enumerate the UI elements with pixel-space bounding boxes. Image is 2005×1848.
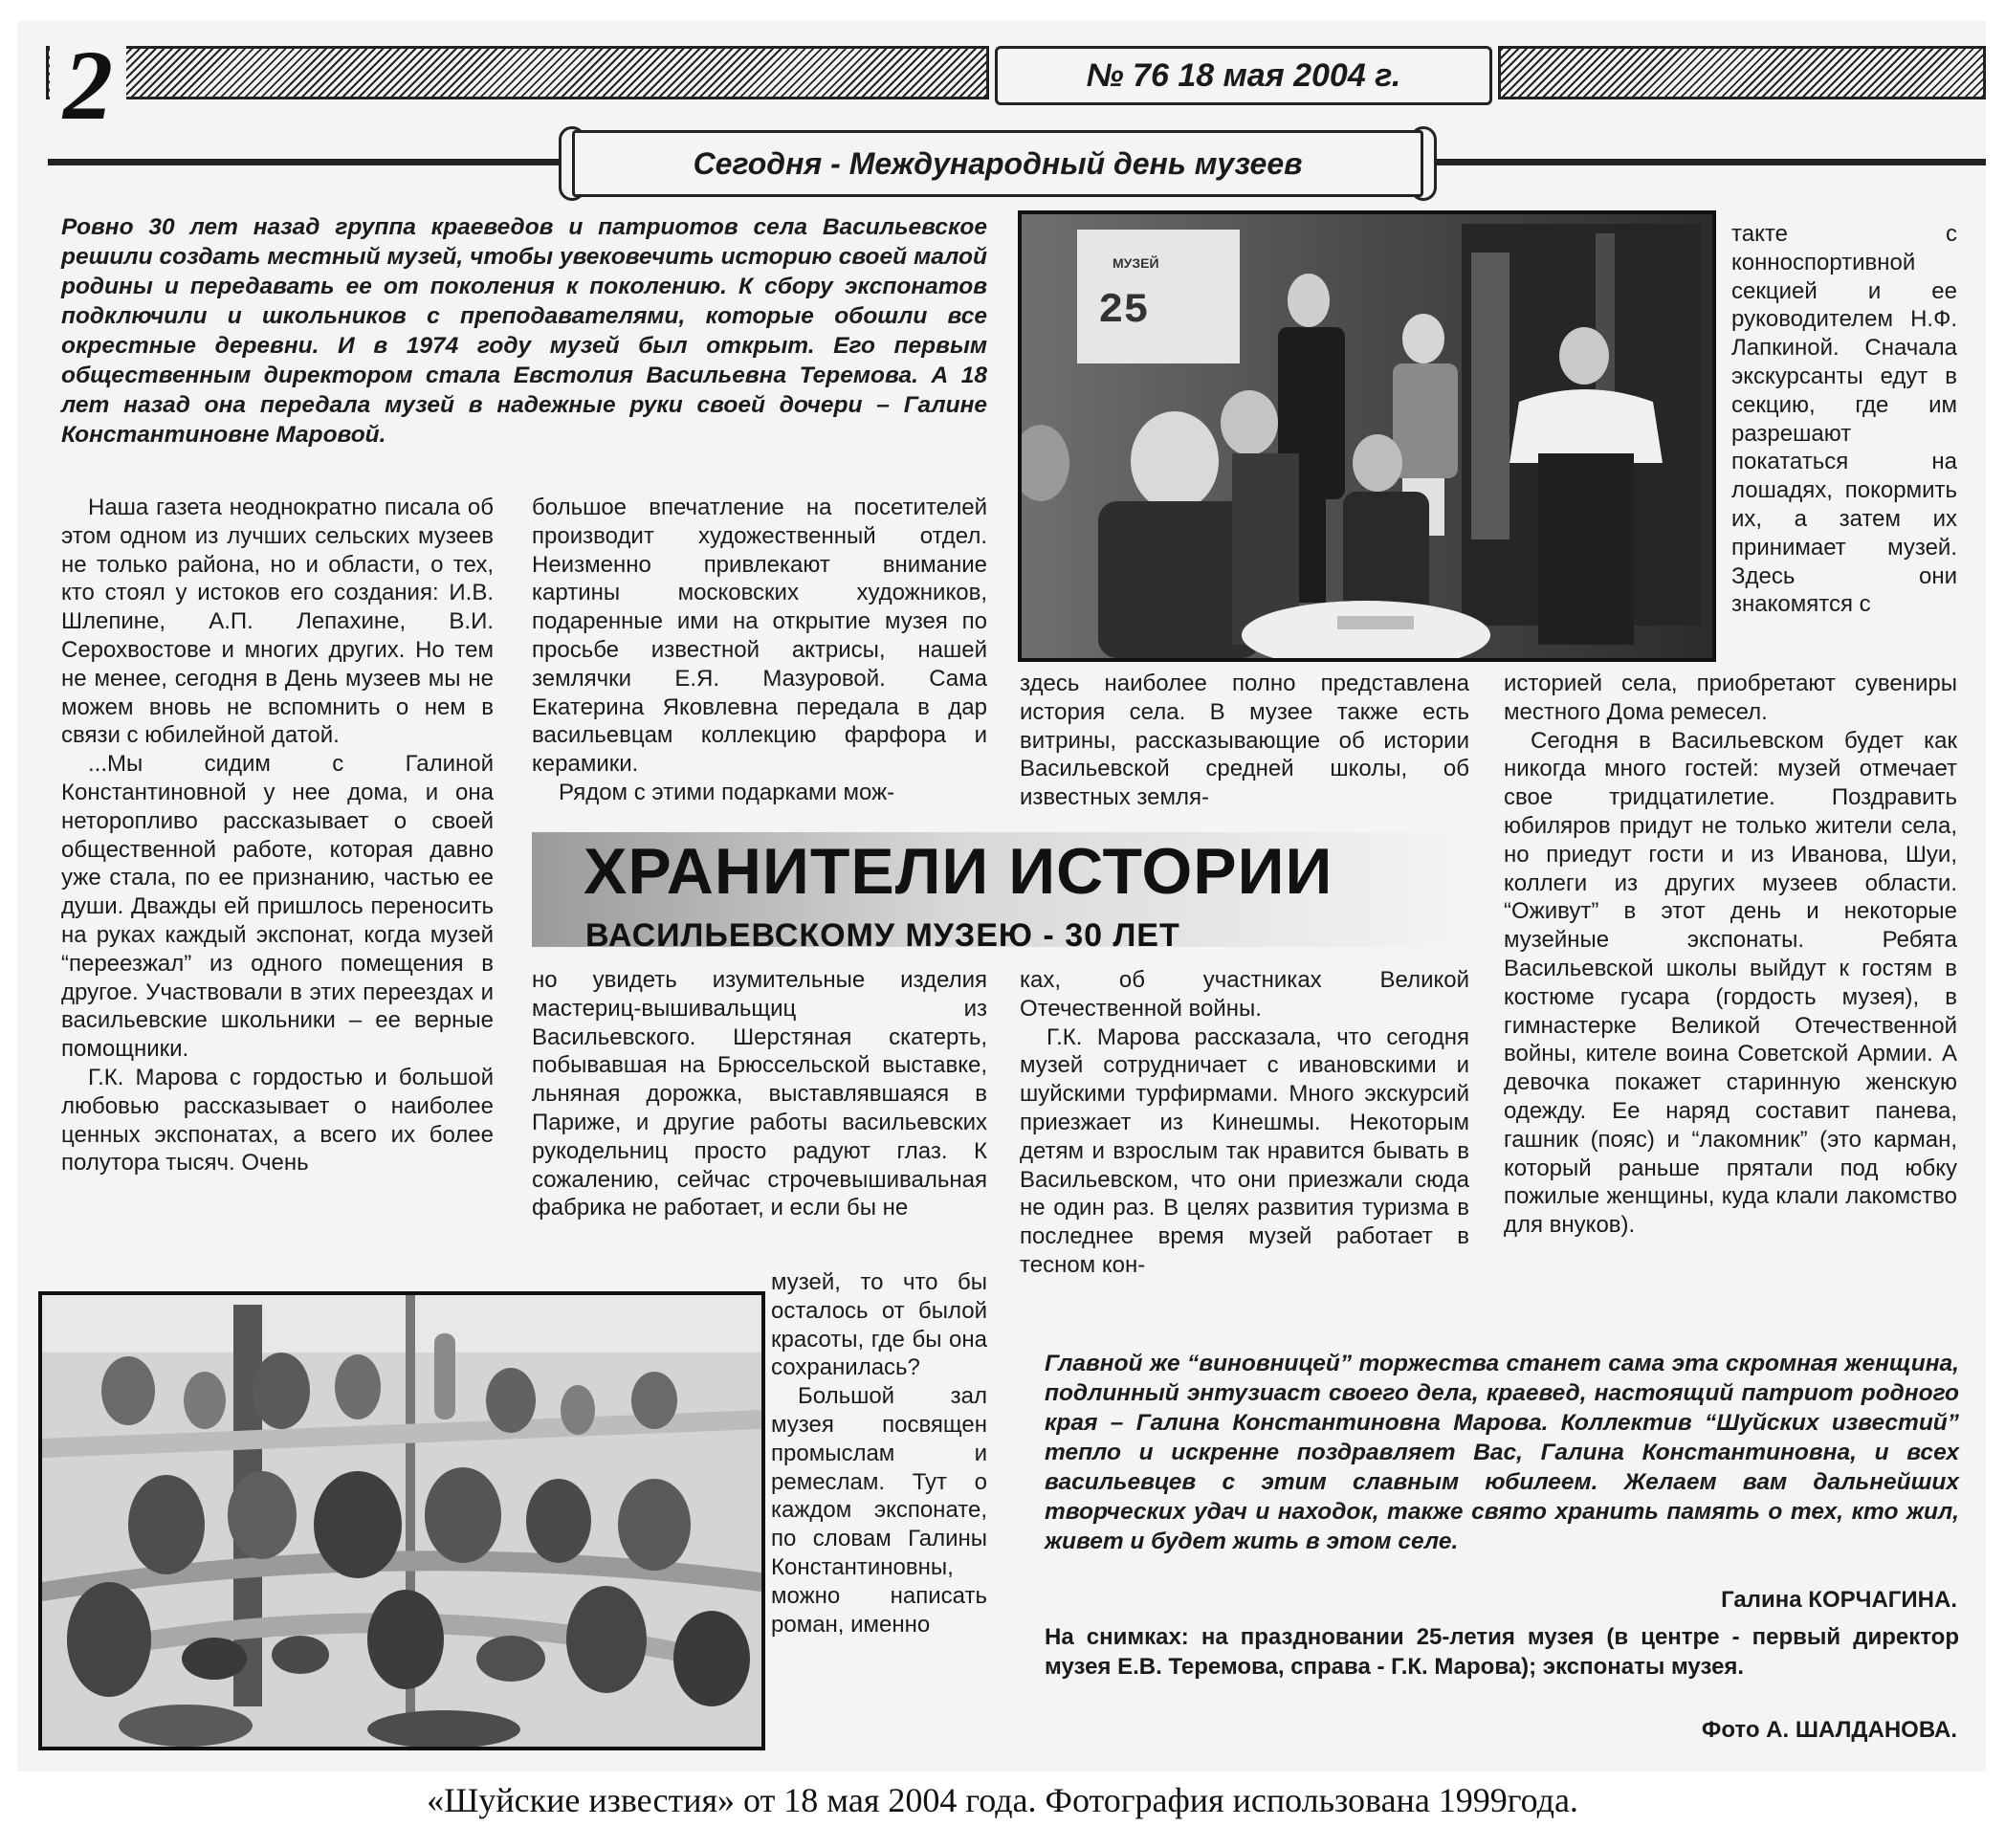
paragraph: Сегодня в Васильевском будет как никогда много гостей: музей отмечает свое тридцатилетие. Поздравить юбиляров придут не только жители села, но приедут гости и из Иванова, Шуи, коллеги из других музеев области. “Оживут” в этот день и некоторые музейные экспонаты. Ребята Васильевской школы выйдут к гостям в костюме гусара (гордость музея), в гимнастерке Великой Отечественной войны, кителе воина Советской Армии. А девочка покажет старинную женскую одежду. Ее наряд составит панева, гашник (пояс) и “лакомник” (это карман, который раньше прятали под юбку пожилые женщины, куда клали лакомство для внуков). — [1504, 727, 1957, 1239]
photo-caption: На снимках: на праздновании 25-летия музея (в центре - первый директор музея Е.В. Теремова, справа - Г.К. Марова); экспонаты музея. — [1045, 1624, 1959, 1680]
column-3-top — [1020, 670, 1469, 812]
paragraph: ках, об участниках Великой Отечественной войны. — [1020, 967, 1469, 1022]
column-1 — [61, 494, 494, 1177]
page-number: 2 — [50, 38, 126, 134]
celebration-photo-image — [1022, 214, 1712, 658]
paragraph: Рядом с этими подарками мож- — [559, 779, 895, 805]
museum-sign-label: МУЗЕЙ — [1113, 255, 1159, 271]
header-hatch-right — [1498, 46, 1986, 99]
banner-rule-left — [48, 159, 574, 165]
photo-celebration — [1018, 210, 1716, 662]
paragraph: большое впечатление на посетителей производит художественный отдел. Неизменно привлекают внимание картины московских художников, подаренные ими на открытие музея по просьбе известной актрисы, нашей землячки Е.Я. Мазуровой. Сама Екатерина Яковлевна передала в дар васильевцам коллекцию фарфора и керамики. — [532, 495, 987, 778]
photographer-credit: Фото А. ШАЛДАНОВА. — [1701, 1717, 1957, 1743]
column-4-top — [1731, 220, 1957, 619]
paragraph: здесь наиболее полно представлена история села. В музее также есть витрины, рассказывающие об истории Васильевской средней школы, об известных земля- — [1020, 671, 1469, 811]
column-3-bottom — [1020, 966, 1469, 1280]
column-2-bottom — [532, 966, 987, 1222]
paragraph: такте с конноспортивной секцией и ее руководителем Н.Ф. Лапкиной. Сначала экскурсанты едут в секцию, где им разрешают покататься на лошадях, покормить их, а затем их принимает музей. Здесь они знакомятся с — [1731, 221, 1957, 618]
paragraph: Наша газета неоднократно писала об этом одном из лучших сельских музеев не только района, но и области, о тех, кто стоял у истоков его создания: И.В. Шлепине, А.П. Лепахине, В.И. Серохвостове и многих других. Но тем не менее, сегодня в День музеев мы не можем вновь не вспомнить о нем в связи с юбилейной датой. — [61, 495, 494, 749]
lead-paragraph: Ровно 30 лет назад группа краеведов и патриотов села Васильевское решили создать местный музей, чтобы увековечить историю своей малой родины и передавать ее от поколения к поколению. К сбору экспонатов подключили и школьников с преподавателями, которые обошли все окрестные деревни. И в 1974 году музей был открыт. Его первым общественным директором стала Евстолия Васильевна Теремова. А 18 лет назад она передала музей в надежные руки своей дочери – Галине Константиновне Маровой. — [61, 214, 987, 448]
paragraph: но увидеть изумительные изделия мастериц-вышивальщиц из Васильевского. Шерстяная скатерть, побывавшая на Брюссельской выставке, льняная дорожка, выставлявшаяся в Париже, и другие работы васильевских рукодельниц просто радуют глаз. К сожалению, сейчас строчевышивальная фабрика не работает, и если бы не — [532, 967, 987, 1221]
column-4 — [1504, 670, 1957, 1240]
banner-rule-right — [1421, 159, 1986, 165]
museum-sign-number: 25 — [1098, 287, 1149, 335]
pottery-photo-image — [42, 1295, 761, 1747]
header-hatch-left — [46, 46, 989, 99]
photo-pottery-exhibit — [38, 1291, 765, 1750]
section-banner: Сегодня - Международный день музеев — [572, 130, 1423, 197]
article-subheadline: ВАСИЛЬЕВСКОМУ МУЗЕЮ - 30 ЛЕТ — [585, 917, 1180, 954]
paragraph: музей, то что бы осталось от былой красоты, где бы она сохранилась? — [771, 1269, 987, 1381]
column-2-top — [532, 494, 987, 807]
article-headline: ХРАНИТЕЛИ ИСТОРИИ — [584, 835, 1333, 908]
paragraph: Г.К. Марова рассказала, что сегодня музей сотрудничает с ивановскими и шуйскими турфирмами. Много экскурсий приезжает из Кинешмы. Некоторым детям и взрослым так нравится бывать в Васильевском, что они приезжали сюда не один раз. В целях развития туризма в последнее время музей работает в тесном кон- — [1020, 1023, 1469, 1278]
paragraph: Большой зал музея посвящен промыслам и ремеслам. Тут о каждом экспонате, по словам Галины Константиновны, можно написать роман, именно — [771, 1383, 987, 1638]
column-2-narrow — [771, 1268, 987, 1639]
clipping-source-caption: «Шуйские известия» от 18 мая 2004 года. Фотография использована 1999года. — [427, 1781, 1578, 1819]
paragraph: Г.К. Марова с гордостью и большой любовью рассказывает о наиболее ценных экспонатах, а всего их более полутора тысяч. Очень — [61, 1064, 494, 1177]
closing-paragraph: Главной же “виновницей” торжества станет сама эта скромная женщина, подлинный энтузиаст своего дела, краевед, настоящий патриот родного края – Галина Константиновна Марова. Коллектив “Шуйских известий” тепло и искренне поздравляет Вас, Галина Константиновна, и всех васильевцев с этим славным юбилеем. Желаем вам дальнейших творческих удач и находок, также свято хранить память о тех, кто жил, живет и будет жить в этом селе. — [1045, 1351, 1959, 1554]
paragraph: историей села, приобретают сувениры местного Дома ремесел. — [1504, 671, 1957, 725]
paragraph: ...Мы сидим с Галиной Константиновной у нее дома, и она неторопливо рассказывает о своей общественной работе, которая давно уже стала, по ее признанию, частью ее души. Дважды ей пришлось переносить на руках каждый экспонат, когда музей “переезжал” из одного помещения в другое. Участвовали в этих переездах и васильевские школьники – ее верные помощники. — [61, 751, 494, 1063]
author-byline: Галина КОРЧАГИНА. — [1721, 1587, 1957, 1613]
issue-date: № 76 18 мая 2004 г. — [995, 46, 1492, 105]
